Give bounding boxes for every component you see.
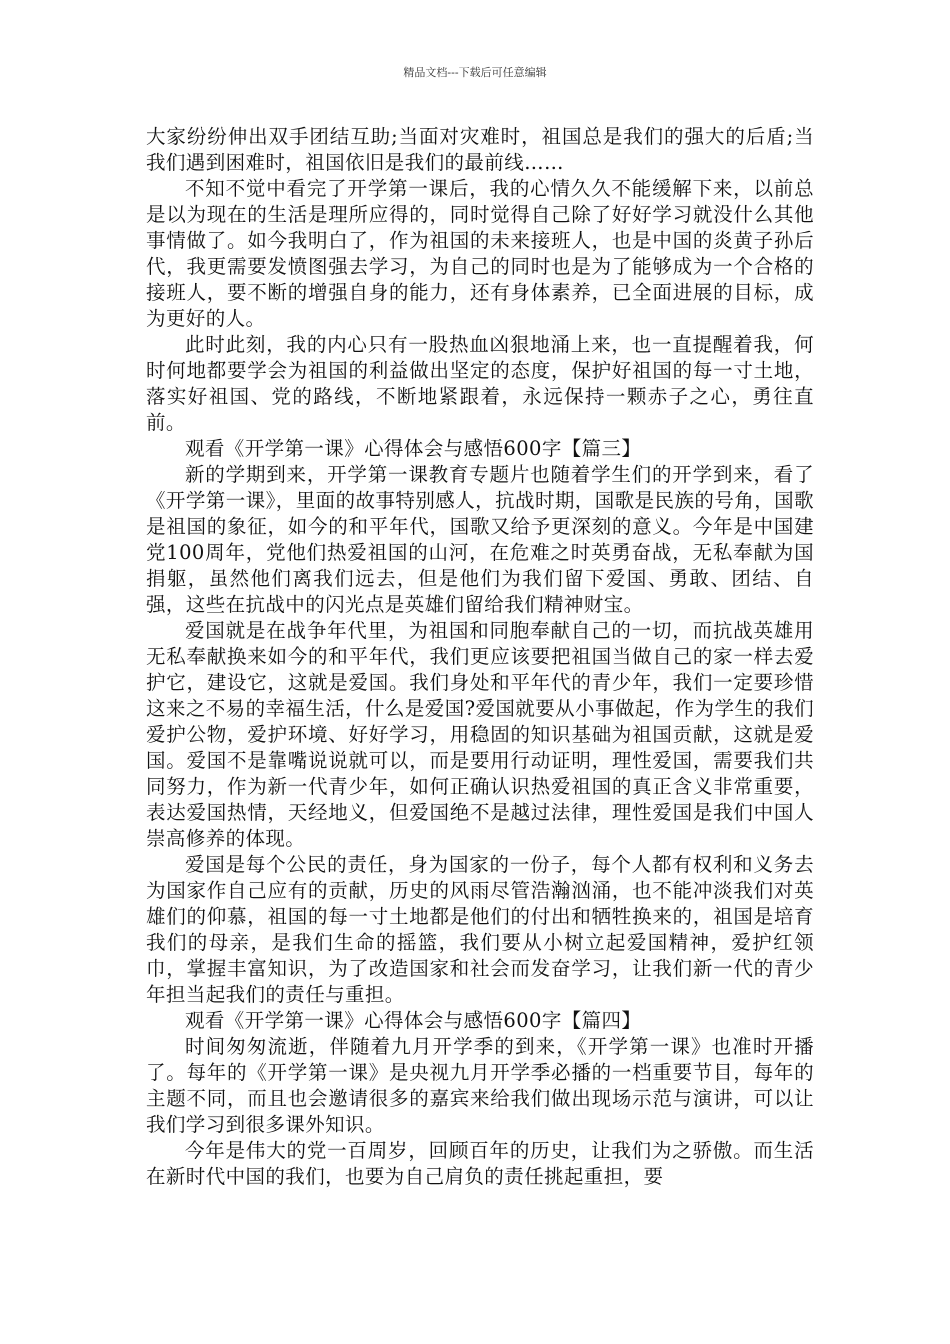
page-header: 精品文档---下载后可任意编辑 bbox=[403, 66, 547, 79]
section-heading-part-four: 观看《开学第一课》心得体会与感悟600字【篇四】 bbox=[185, 1009, 642, 1032]
paragraph: 不知不觉中看完了开学第一课后，我的心情久久不能缓解下来，以前总是以为现在的生活是理所应得的，同时觉得自己除了好好学习就没什么其他事情做了。如今我明白了，作为祖国的未来接班人，也是中国的炎黄子孙后代，我更需要发愤图强去学习，为自己的同时也是为了能够成为一个合格的接班人，要不断的增强自身的能力，还有身体素养，已全面进展的目标，成为更好的人。 bbox=[146, 177, 814, 330]
paragraph: 此时此刻，我的内心只有一股热血凶狠地涌上来，也一直提醒着我，何时何地都要学会为祖国的利益做出坚定的态度，保护好祖国的每一寸土地，落实好祖国、党的路线，不断地紧跟着，永远保持一颗赤子之心，勇往直前。 bbox=[146, 333, 814, 434]
section-heading-part-three: 观看《开学第一课》心得体会与感悟600字【篇三】 bbox=[185, 437, 642, 460]
paragraph: 时间匆匆流逝，伴随着九月开学季的到来，《开学第一课》也准时开播了。每年的《开学第一课》是央视九月开学季必播的一档重要节目，每年的主题不同，而且也会邀请很多的嘉宾来给我们做出现场示范与演讲，可以让我们学习到很多课外知识。 bbox=[146, 1035, 814, 1136]
paragraph: 爱国是每个公民的责任，身为国家的一份子，每个人都有权利和义务去为国家作自己应有的贡献，历史的风雨尽管浩瀚汹涌，也不能冲淡我们对英雄们的仰慕，祖国的每一寸土地都是他们的付出和牺牲换来的，祖国是培育我们的母亲，是我们生命的摇篮，我们要从小树立起爱国精神，爱护红领巾，掌握丰富知识，为了改造国家和社会而发奋学习，让我们新一代的青少年担当起我们的责任与重担。 bbox=[146, 853, 814, 1006]
paragraph: 爱国就是在战争年代里，为祖国和同胞奉献自己的一切，而抗战英雄用无私奉献换来如今的和平年代，我们更应该要把祖国当做自己的家一样去爱护它，建设它，这就是爱国。我们身处和平年代的青少年，我们一定要珍惜这来之不易的幸福生活，什么是爱国?爱国就要从小事做起，作为学生的我们爱护公物，爱护环境、好好学习，用稳固的知识基础为祖国贡献，这就是爱国。爱国不是靠嘴说说就可以，而是要用行动证明，理性爱国，需要我们共同努力，作为新一代青少年，如何正确认识热爱祖国的真正含义非常重要，表达爱国热情，天经地义，但爱国绝不是越过法律，理性爱国是我们中国人崇高修养的体现。 bbox=[146, 619, 814, 850]
paragraph: 新的学期到来，开学第一课教育专题片也随着学生们的开学到来，看了《开学第一课》，里面的故事特别感人，抗战时期，国歌是民族的号角，国歌是祖国的象征，如今的和平年代，国歌又给予更深刻的意义。今年是中国建党100周年，党他们热爱祖国的山河，在危难之时英勇奋战，无私奉献为国捐躯，虽然他们离我们远去，但是他们为我们留下爱国、勇敢、团结、自强，这些在抗战中的闪光点是英雄们留给我们精神财宝。 bbox=[146, 463, 814, 616]
paragraph-continuation: 大家纷纷伸出双手团结互助;当面对灾难时，祖国总是我们的强大的后盾;当我们遇到困难时，祖国依旧是我们的最前线…… bbox=[146, 125, 814, 174]
document-body bbox=[146, 124, 814, 1190]
paragraph: 今年是伟大的党一百周岁，回顾百年的历史，让我们为之骄傲。而生活在新时代中国的我们，也要为自己肩负的责任挑起重担，要 bbox=[146, 1139, 814, 1188]
